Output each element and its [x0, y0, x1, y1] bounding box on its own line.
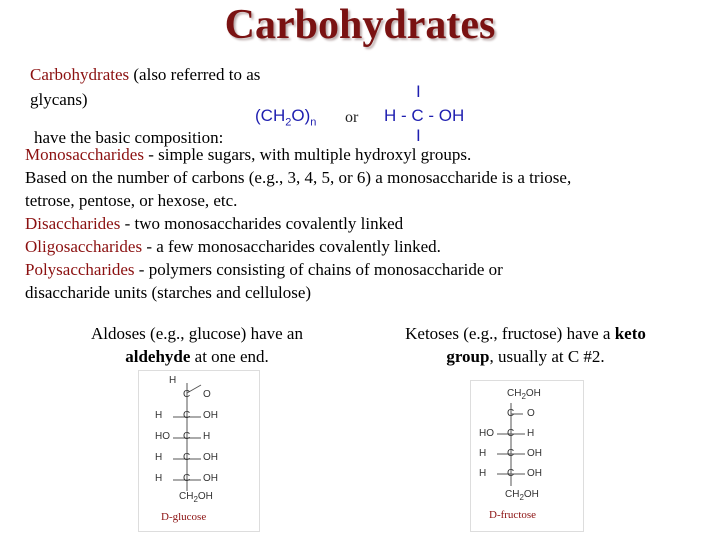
definition-term: Polysaccharides: [25, 260, 135, 279]
glucose-row-left: H: [155, 473, 163, 484]
ketose-caption-line-1: Ketoses (e.g., fructose) have a keto: [405, 324, 646, 343]
group-term: group: [446, 347, 490, 366]
intro-line-1-rest: (also referred to as: [129, 65, 261, 84]
glucose-structure: [138, 370, 260, 532]
fructose-row-left: H: [479, 468, 487, 479]
page-title: Carbohydrates: [224, 2, 496, 48]
fructose-ch2oh-top: $CH_2OH$: [507, 388, 541, 401]
ketose-caption-line-2: group, usually at C #2.: [446, 347, 605, 366]
glucose-row-carbon: C: [183, 431, 191, 442]
intro-line-1: [30, 63, 260, 86]
fructose-row-right: OH: [527, 468, 542, 479]
glucose-h-top: H: [169, 375, 177, 386]
definitions: [25, 143, 571, 304]
definition-text: disaccharide units (starches and cellulose): [25, 283, 312, 302]
glucose-row-right: H: [203, 431, 211, 442]
definition-line: [25, 166, 571, 189]
glucose-row-right: O: [203, 389, 211, 400]
definition-term: Disaccharides: [25, 214, 121, 233]
definition-line: [25, 235, 571, 258]
fructose-structure: [470, 380, 584, 532]
definition-text: - simple sugars, with multiple hydroxyl groups.: [143, 145, 472, 164]
glucose-ch2oh: $CH_2OH$: [179, 491, 213, 504]
general-formula: $(CH_2O)_n$: [255, 106, 317, 129]
definition-line: [25, 212, 571, 235]
glucose-row-carbon: C: [183, 410, 191, 421]
fructose-row-right: O: [527, 408, 535, 419]
aldose-caption-line-2: aldehyde at one end.: [125, 347, 269, 366]
glucose-row-carbon: C: [183, 389, 191, 400]
definition-line: [25, 281, 571, 304]
aldehyde-term: aldehyde: [125, 347, 191, 366]
definition-text: - a few monosaccharides covalently linked.: [142, 237, 441, 256]
definition-line: [25, 143, 571, 166]
fructose-row-left: HO: [479, 428, 494, 439]
fructose-row-carbon: C: [507, 428, 515, 439]
glucose-row-left: H: [155, 452, 163, 463]
definition-line: [25, 258, 571, 281]
fructose-row-carbon: C: [507, 408, 515, 419]
fructose-ch2oh-bottom: $CH_2OH$: [505, 489, 539, 502]
glucose-row-left: HO: [155, 431, 170, 442]
glucose-row-right: OH: [203, 452, 218, 463]
glucose-fischer-projection: [139, 371, 259, 531]
intro-line-2: glycans): [30, 90, 88, 109]
definition-term: Monosaccharides: [25, 145, 144, 164]
fructose-row-carbon: C: [507, 448, 515, 459]
unit-formula: H - C - OH: [384, 106, 465, 125]
fructose-row-right: H: [527, 428, 535, 439]
ketose-caption: [378, 322, 673, 368]
intro-line-3: have the basic composition:: [34, 128, 224, 147]
aldose-caption-line-1: Aldoses (e.g., glucose) have an: [91, 324, 303, 343]
intro-term: Carbohydrates: [30, 65, 130, 84]
glucose-row-carbon: C: [183, 473, 191, 484]
definition-line: [25, 189, 571, 212]
glucose-row-right: OH: [203, 410, 218, 421]
fructose-row-right: OH: [527, 448, 542, 459]
or-text: or: [345, 109, 359, 126]
aldose-caption: [62, 322, 332, 368]
definition-text: - two monosaccharides covalently linked: [120, 214, 404, 233]
definition-term: Oligosaccharides: [25, 237, 143, 256]
definition-text: tetrose, pentose, or hexose, etc.: [25, 191, 238, 210]
unit-bond-top: I: [416, 82, 421, 101]
unit-bond-bottom: I: [416, 126, 421, 145]
definition-text: - polymers consisting of chains of monosaccharide or: [134, 260, 503, 279]
fructose-row-left: H: [479, 448, 487, 459]
keto-term: keto: [614, 324, 646, 343]
definition-text: Based on the number of carbons (e.g., 3, 4, 5, or 6) a monosaccharide is a triose,: [25, 168, 572, 187]
glucose-row-left: H: [155, 410, 163, 421]
glucose-row-carbon: C: [183, 452, 191, 463]
glucose-row-right: OH: [203, 473, 218, 484]
fructose-row-carbon: C: [507, 468, 515, 479]
glucose-name: D-glucose: [161, 511, 207, 523]
fructose-name: D-fructose: [489, 509, 537, 521]
